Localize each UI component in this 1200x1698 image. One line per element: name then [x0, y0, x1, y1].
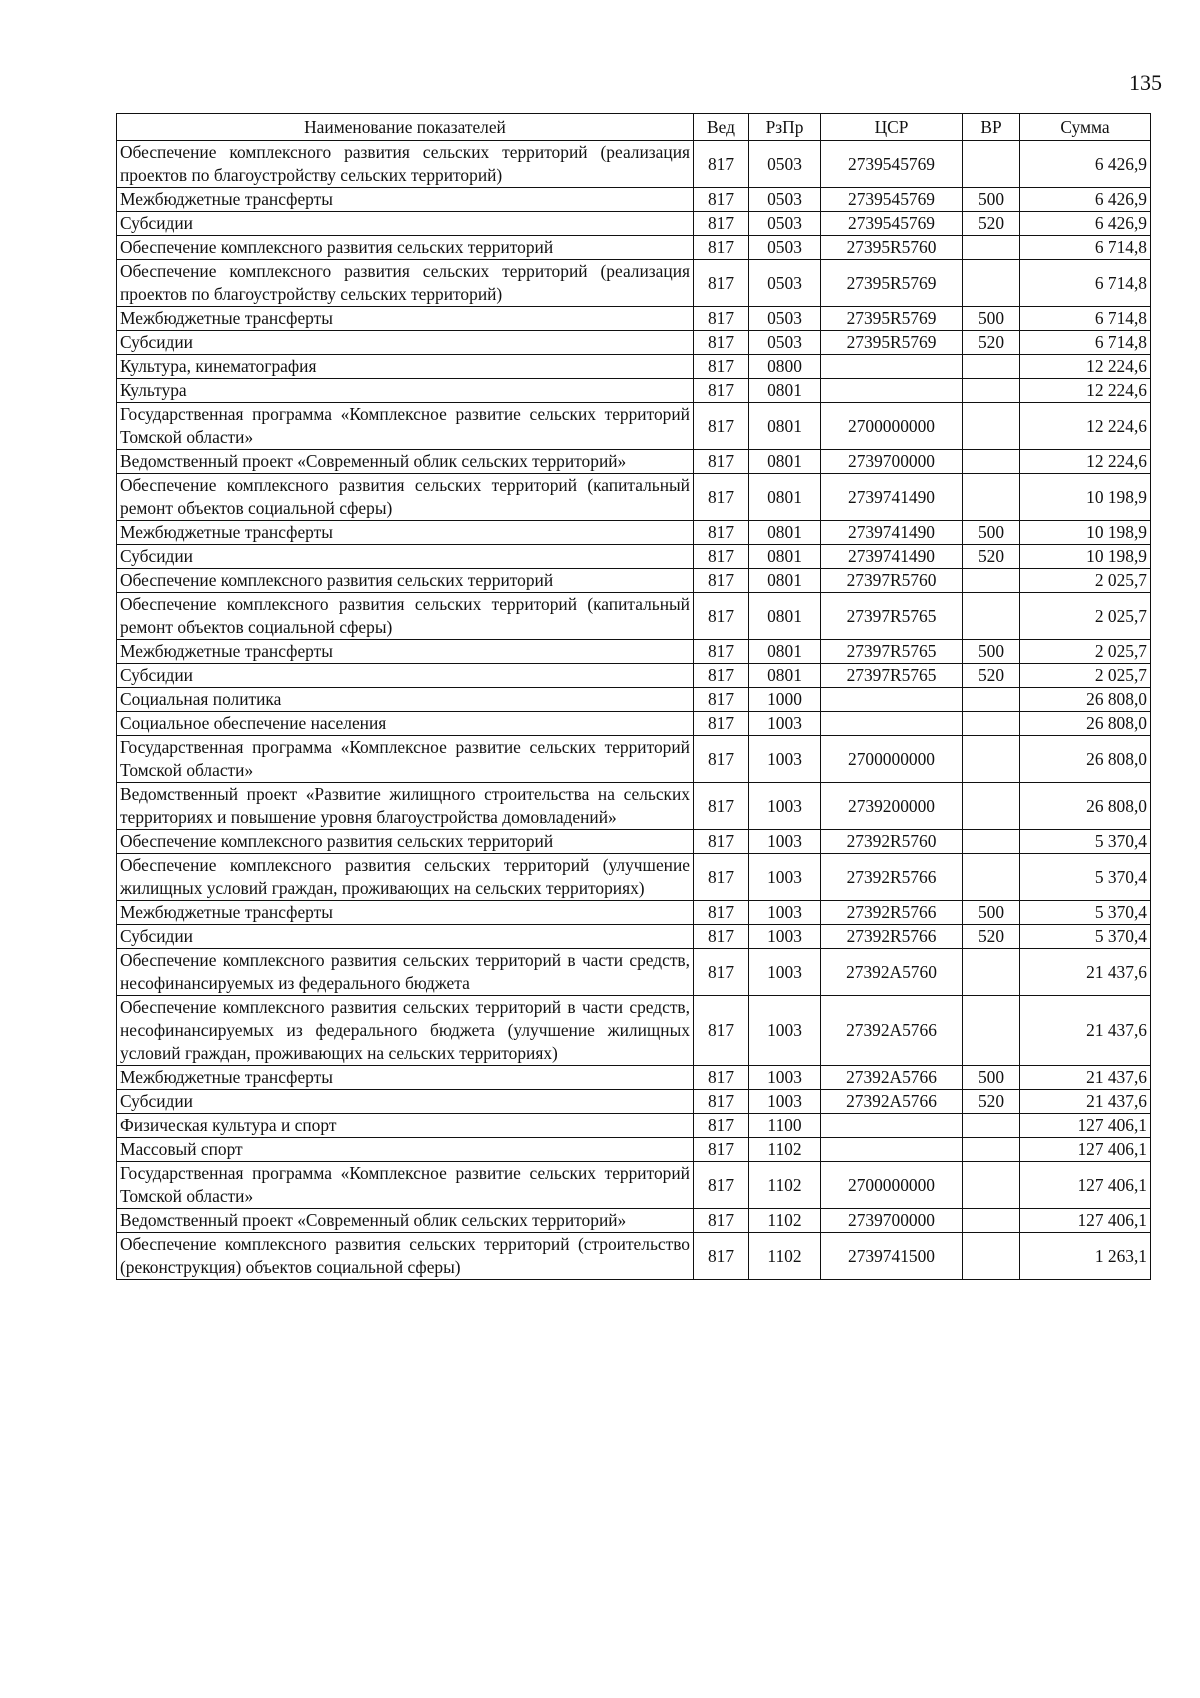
cell-ved: 817 — [694, 783, 749, 830]
table-row — [117, 307, 1151, 331]
header-name: Наименование показателей — [117, 114, 694, 141]
cell-sum: 2 025,7 — [1020, 593, 1151, 640]
cell-csr — [821, 355, 963, 379]
cell-vr — [963, 355, 1020, 379]
cell-rzpr: 0503 — [749, 236, 821, 260]
cell-name: Межбюджетные трансферты — [117, 307, 694, 331]
table-row — [117, 664, 1151, 688]
header-csr: ЦСР — [821, 114, 963, 141]
cell-vr: 500 — [963, 1066, 1020, 1090]
table-row — [117, 640, 1151, 664]
cell-vr: 500 — [963, 901, 1020, 925]
cell-rzpr: 0801 — [749, 521, 821, 545]
cell-ved: 817 — [694, 569, 749, 593]
cell-sum: 10 198,9 — [1020, 545, 1151, 569]
cell-sum: 5 370,4 — [1020, 854, 1151, 901]
table-row — [117, 403, 1151, 450]
cell-csr: 2739700000 — [821, 450, 963, 474]
cell-vr: 520 — [963, 1090, 1020, 1114]
cell-vr — [963, 854, 1020, 901]
cell-csr: 27392R5760 — [821, 830, 963, 854]
cell-name: Социальная политика — [117, 688, 694, 712]
cell-rzpr: 1003 — [749, 712, 821, 736]
table-row — [117, 1209, 1151, 1233]
cell-name: Субсидии — [117, 925, 694, 949]
cell-csr: 2739545769 — [821, 141, 963, 188]
cell-sum: 12 224,6 — [1020, 450, 1151, 474]
cell-name: Обеспечение комплексного развития сельских территорий (улучшение жилищных условий граждан, проживающих на сельских территориях) — [117, 854, 694, 901]
cell-vr — [963, 1138, 1020, 1162]
cell-name: Межбюджетные трансферты — [117, 521, 694, 545]
cell-rzpr: 1000 — [749, 688, 821, 712]
cell-sum: 21 437,6 — [1020, 949, 1151, 996]
cell-sum: 6 426,9 — [1020, 212, 1151, 236]
table-row — [117, 1138, 1151, 1162]
cell-ved: 817 — [694, 188, 749, 212]
cell-ved: 817 — [694, 450, 749, 474]
table-row — [117, 236, 1151, 260]
cell-name: Обеспечение комплексного развития сельских территорий (реализация проектов по благоустройству сельских территорий) — [117, 260, 694, 307]
cell-sum: 10 198,9 — [1020, 474, 1151, 521]
cell-sum: 127 406,1 — [1020, 1138, 1151, 1162]
cell-ved: 817 — [694, 1090, 749, 1114]
cell-vr — [963, 736, 1020, 783]
cell-vr: 500 — [963, 640, 1020, 664]
cell-sum: 6 426,9 — [1020, 141, 1151, 188]
table-row — [117, 141, 1151, 188]
cell-vr — [963, 1209, 1020, 1233]
table-row — [117, 331, 1151, 355]
cell-name: Обеспечение комплексного развития сельских территорий — [117, 236, 694, 260]
cell-name: Межбюджетные трансферты — [117, 188, 694, 212]
cell-rzpr: 0800 — [749, 355, 821, 379]
budget-table — [116, 113, 1151, 1280]
cell-sum: 5 370,4 — [1020, 901, 1151, 925]
cell-sum: 6 714,8 — [1020, 331, 1151, 355]
cell-ved: 817 — [694, 260, 749, 307]
cell-sum: 2 025,7 — [1020, 569, 1151, 593]
cell-ved: 817 — [694, 664, 749, 688]
cell-ved: 817 — [694, 212, 749, 236]
cell-csr: 2739741490 — [821, 521, 963, 545]
cell-ved: 817 — [694, 141, 749, 188]
cell-csr: 27397R5765 — [821, 640, 963, 664]
cell-vr — [963, 569, 1020, 593]
cell-sum: 6 426,9 — [1020, 188, 1151, 212]
cell-sum: 21 437,6 — [1020, 1090, 1151, 1114]
cell-sum: 1 263,1 — [1020, 1233, 1151, 1280]
cell-sum: 5 370,4 — [1020, 830, 1151, 854]
cell-sum: 2 025,7 — [1020, 664, 1151, 688]
cell-rzpr: 0503 — [749, 307, 821, 331]
table-row — [117, 712, 1151, 736]
cell-rzpr: 0801 — [749, 474, 821, 521]
table-row — [117, 450, 1151, 474]
cell-vr — [963, 949, 1020, 996]
cell-vr — [963, 141, 1020, 188]
cell-vr — [963, 236, 1020, 260]
cell-sum: 26 808,0 — [1020, 712, 1151, 736]
cell-name: Субсидии — [117, 1090, 694, 1114]
cell-ved: 817 — [694, 736, 749, 783]
cell-ved: 817 — [694, 640, 749, 664]
cell-sum: 10 198,9 — [1020, 521, 1151, 545]
cell-name: Государственная программа «Комплексное развитие сельских территорий Томской области» — [117, 1162, 694, 1209]
cell-name: Обеспечение комплексного развития сельских территорий — [117, 830, 694, 854]
cell-csr: 27392R5766 — [821, 854, 963, 901]
cell-sum: 127 406,1 — [1020, 1114, 1151, 1138]
cell-vr — [963, 1233, 1020, 1280]
cell-name: Социальное обеспечение населения — [117, 712, 694, 736]
table-row — [117, 593, 1151, 640]
cell-name: Субсидии — [117, 545, 694, 569]
cell-csr: 2700000000 — [821, 403, 963, 450]
cell-csr: 27392R5766 — [821, 901, 963, 925]
cell-name: Субсидии — [117, 212, 694, 236]
cell-csr: 27397R5765 — [821, 593, 963, 640]
cell-vr — [963, 260, 1020, 307]
cell-csr: 27397R5765 — [821, 664, 963, 688]
cell-rzpr: 1003 — [749, 1066, 821, 1090]
table-row — [117, 1233, 1151, 1280]
cell-sum: 6 714,8 — [1020, 307, 1151, 331]
cell-vr — [963, 1114, 1020, 1138]
table-row — [117, 1162, 1151, 1209]
cell-ved: 817 — [694, 1162, 749, 1209]
cell-ved: 817 — [694, 521, 749, 545]
header-vr: ВР — [963, 114, 1020, 141]
cell-csr: 2739545769 — [821, 212, 963, 236]
cell-rzpr: 1003 — [749, 830, 821, 854]
cell-sum: 12 224,6 — [1020, 403, 1151, 450]
cell-vr — [963, 996, 1020, 1066]
cell-csr: 2700000000 — [821, 1162, 963, 1209]
cell-vr: 520 — [963, 331, 1020, 355]
cell-rzpr: 0503 — [749, 260, 821, 307]
cell-ved: 817 — [694, 331, 749, 355]
cell-vr — [963, 474, 1020, 521]
cell-ved: 817 — [694, 379, 749, 403]
table-row — [117, 379, 1151, 403]
cell-ved: 817 — [694, 236, 749, 260]
cell-vr — [963, 379, 1020, 403]
cell-ved: 817 — [694, 712, 749, 736]
page-number: 135 — [1129, 70, 1162, 95]
cell-vr: 520 — [963, 925, 1020, 949]
cell-name: Обеспечение комплексного развития сельских территорий (капитальный ремонт объектов социальной сферы) — [117, 474, 694, 521]
cell-sum: 2 025,7 — [1020, 640, 1151, 664]
cell-rzpr: 0801 — [749, 450, 821, 474]
cell-ved: 817 — [694, 949, 749, 996]
table-row — [117, 996, 1151, 1066]
cell-vr — [963, 712, 1020, 736]
cell-name: Обеспечение комплексного развития сельских территорий в части средств, несофинансируемых из федерального бюджета — [117, 949, 694, 996]
cell-rzpr: 0503 — [749, 188, 821, 212]
cell-ved: 817 — [694, 901, 749, 925]
cell-vr: 500 — [963, 307, 1020, 331]
cell-rzpr: 0801 — [749, 545, 821, 569]
cell-csr: 27395R5769 — [821, 260, 963, 307]
cell-csr: 27392A5766 — [821, 996, 963, 1066]
cell-name: Государственная программа «Комплексное развитие сельских территорий Томской области» — [117, 736, 694, 783]
cell-csr: 27392A5760 — [821, 949, 963, 996]
table-row — [117, 1066, 1151, 1090]
cell-name: Субсидии — [117, 664, 694, 688]
cell-csr — [821, 379, 963, 403]
cell-rzpr: 1003 — [749, 1090, 821, 1114]
cell-sum: 127 406,1 — [1020, 1209, 1151, 1233]
cell-csr: 2739200000 — [821, 783, 963, 830]
table-row — [117, 688, 1151, 712]
cell-vr — [963, 688, 1020, 712]
cell-rzpr: 1102 — [749, 1162, 821, 1209]
table-row — [117, 1114, 1151, 1138]
cell-rzpr: 0801 — [749, 593, 821, 640]
cell-rzpr: 1003 — [749, 854, 821, 901]
cell-name: Ведомственный проект «Современный облик сельских территорий» — [117, 1209, 694, 1233]
cell-csr: 2739741500 — [821, 1233, 963, 1280]
table-row — [117, 212, 1151, 236]
cell-ved: 817 — [694, 830, 749, 854]
cell-name: Ведомственный проект «Современный облик сельских территорий» — [117, 450, 694, 474]
cell-vr — [963, 783, 1020, 830]
cell-ved: 817 — [694, 355, 749, 379]
cell-vr: 520 — [963, 212, 1020, 236]
cell-ved: 817 — [694, 545, 749, 569]
cell-csr: 27395R5760 — [821, 236, 963, 260]
cell-csr: 2739545769 — [821, 188, 963, 212]
table-row — [117, 355, 1151, 379]
cell-rzpr: 1102 — [749, 1209, 821, 1233]
cell-vr: 520 — [963, 664, 1020, 688]
cell-ved: 817 — [694, 1233, 749, 1280]
cell-csr: 27395R5769 — [821, 331, 963, 355]
table-row — [117, 736, 1151, 783]
cell-vr — [963, 1162, 1020, 1209]
cell-ved: 817 — [694, 474, 749, 521]
cell-rzpr: 0801 — [749, 640, 821, 664]
cell-ved: 817 — [694, 688, 749, 712]
cell-ved: 817 — [694, 1209, 749, 1233]
table-header-row — [117, 114, 1151, 141]
cell-rzpr: 0503 — [749, 141, 821, 188]
table-row — [117, 830, 1151, 854]
cell-vr — [963, 403, 1020, 450]
cell-name: Государственная программа «Комплексное развитие сельских территорий Томской области» — [117, 403, 694, 450]
cell-rzpr: 1100 — [749, 1114, 821, 1138]
cell-name: Субсидии — [117, 331, 694, 355]
cell-rzpr: 1003 — [749, 783, 821, 830]
cell-rzpr: 1003 — [749, 901, 821, 925]
table-row — [117, 260, 1151, 307]
cell-name: Культура, кинематография — [117, 355, 694, 379]
table-row — [117, 854, 1151, 901]
cell-sum: 127 406,1 — [1020, 1162, 1151, 1209]
table-row — [117, 901, 1151, 925]
cell-name: Физическая культура и спорт — [117, 1114, 694, 1138]
cell-csr: 27392R5766 — [821, 925, 963, 949]
cell-rzpr: 0801 — [749, 379, 821, 403]
cell-name: Обеспечение комплексного развития сельских территорий (капитальный ремонт объектов социальной сферы) — [117, 593, 694, 640]
cell-ved: 817 — [694, 854, 749, 901]
cell-csr: 2739700000 — [821, 1209, 963, 1233]
cell-ved: 817 — [694, 1066, 749, 1090]
cell-vr: 500 — [963, 188, 1020, 212]
cell-ved: 817 — [694, 307, 749, 331]
header-rzpr: РзПр — [749, 114, 821, 141]
header-ved: Вед — [694, 114, 749, 141]
cell-rzpr: 0801 — [749, 664, 821, 688]
cell-name: Межбюджетные трансферты — [117, 1066, 694, 1090]
cell-csr: 27395R5769 — [821, 307, 963, 331]
cell-sum: 6 714,8 — [1020, 236, 1151, 260]
cell-ved: 817 — [694, 996, 749, 1066]
cell-rzpr: 1102 — [749, 1233, 821, 1280]
cell-sum: 5 370,4 — [1020, 925, 1151, 949]
cell-csr: 2739741490 — [821, 474, 963, 521]
cell-vr — [963, 450, 1020, 474]
cell-name: Обеспечение комплексного развития сельских территорий — [117, 569, 694, 593]
cell-name: Культура — [117, 379, 694, 403]
table-row — [117, 521, 1151, 545]
cell-sum: 6 714,8 — [1020, 260, 1151, 307]
cell-rzpr: 1003 — [749, 925, 821, 949]
cell-csr: 27397R5760 — [821, 569, 963, 593]
cell-rzpr: 1003 — [749, 736, 821, 783]
cell-sum: 12 224,6 — [1020, 355, 1151, 379]
cell-rzpr: 0801 — [749, 569, 821, 593]
cell-name: Обеспечение комплексного развития сельских территорий (строительство (реконструкция) объектов социальной сферы) — [117, 1233, 694, 1280]
cell-rzpr: 0503 — [749, 212, 821, 236]
cell-csr — [821, 1138, 963, 1162]
cell-csr — [821, 688, 963, 712]
header-sum: Сумма — [1020, 114, 1151, 141]
cell-vr — [963, 593, 1020, 640]
table-row — [117, 1090, 1151, 1114]
cell-sum: 12 224,6 — [1020, 379, 1151, 403]
cell-rzpr: 1102 — [749, 1138, 821, 1162]
table-body — [117, 141, 1151, 1280]
cell-vr: 500 — [963, 521, 1020, 545]
cell-ved: 817 — [694, 925, 749, 949]
table-row — [117, 949, 1151, 996]
table-row — [117, 474, 1151, 521]
cell-rzpr: 0801 — [749, 403, 821, 450]
table-row — [117, 545, 1151, 569]
cell-sum: 26 808,0 — [1020, 688, 1151, 712]
cell-sum: 26 808,0 — [1020, 783, 1151, 830]
cell-csr: 27392A5766 — [821, 1090, 963, 1114]
cell-name: Обеспечение комплексного развития сельских территорий в части средств, несофинансируемых из федерального бюджета (улучшение жилищных условий граждан, проживающих на сельских территориях) — [117, 996, 694, 1066]
cell-name: Межбюджетные трансферты — [117, 640, 694, 664]
cell-sum: 21 437,6 — [1020, 1066, 1151, 1090]
cell-csr — [821, 712, 963, 736]
cell-name: Межбюджетные трансферты — [117, 901, 694, 925]
table-row — [117, 569, 1151, 593]
cell-csr: 27392A5766 — [821, 1066, 963, 1090]
cell-name: Обеспечение комплексного развития сельских территорий (реализация проектов по благоустройству сельских территорий) — [117, 141, 694, 188]
table-row — [117, 188, 1151, 212]
cell-name: Массовый спорт — [117, 1138, 694, 1162]
cell-csr: 2700000000 — [821, 736, 963, 783]
cell-ved: 817 — [694, 593, 749, 640]
cell-ved: 817 — [694, 403, 749, 450]
cell-csr — [821, 1114, 963, 1138]
cell-vr — [963, 830, 1020, 854]
cell-vr: 520 — [963, 545, 1020, 569]
cell-name: Ведомственный проект «Развитие жилищного строительства на сельских территориях и повышение уровня благоустройства домовладений» — [117, 783, 694, 830]
cell-rzpr: 0503 — [749, 331, 821, 355]
cell-rzpr: 1003 — [749, 996, 821, 1066]
table-row — [117, 925, 1151, 949]
cell-sum: 26 808,0 — [1020, 736, 1151, 783]
cell-rzpr: 1003 — [749, 949, 821, 996]
table-row — [117, 783, 1151, 830]
cell-ved: 817 — [694, 1114, 749, 1138]
cell-ved: 817 — [694, 1138, 749, 1162]
cell-csr: 2739741490 — [821, 545, 963, 569]
cell-sum: 21 437,6 — [1020, 996, 1151, 1066]
